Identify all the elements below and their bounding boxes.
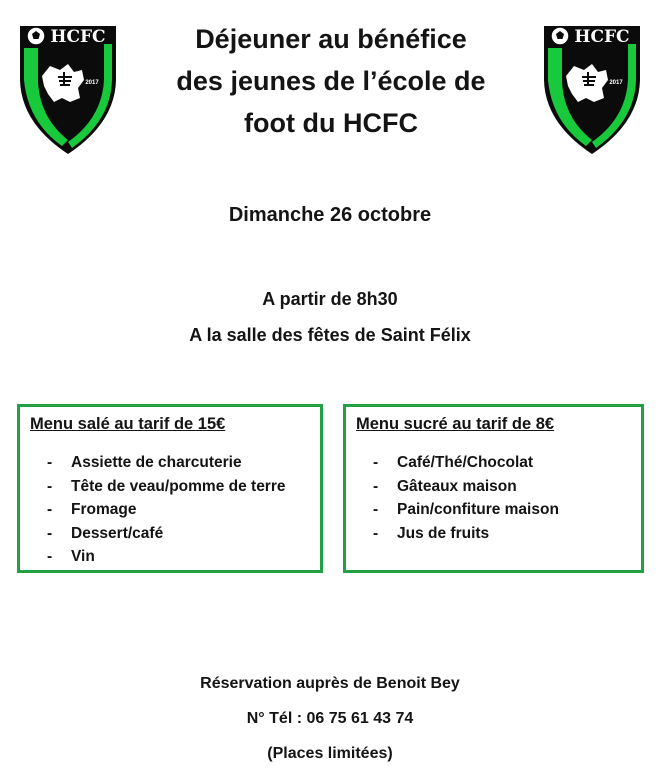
menu-item: - Dessert/café	[47, 522, 286, 546]
title-line-1: Déjeuner au bénéfice	[195, 24, 467, 54]
title-line-2: des jeunes de l’école de	[176, 66, 486, 96]
crest-year: 2017	[85, 80, 99, 86]
event-date: Dimanche 26 octobre	[228, 204, 432, 226]
club-crest-left	[16, 18, 120, 158]
menu-item: - Gâteaux maison	[373, 475, 559, 499]
menu-item: - Vin	[47, 545, 286, 569]
menu-item: - Assiette de charcuterie	[47, 451, 286, 475]
menu-item: - Tête de veau/pomme de terre	[47, 475, 286, 499]
page-title	[140, 18, 522, 144]
limited-seats-note: (Places limitées)	[267, 745, 393, 762]
menu-item: - Fromage	[47, 498, 286, 522]
menu-sale-box	[17, 404, 323, 573]
menu-item: - Pain/confiture maison	[373, 498, 559, 522]
title-line-3: foot du HCFC	[244, 108, 418, 138]
menu-sale-title: Menu salé au tarif de 15€	[30, 415, 226, 433]
event-place: A la salle des fêtes de Saint Félix	[189, 325, 471, 345]
reservation-contact: Réservation auprès de Benoit Bey	[200, 675, 460, 692]
crest-letters: HCFC	[50, 27, 106, 47]
crest-shield-icon	[540, 18, 644, 158]
phone-number: N° Tél : 06 75 61 43 74	[246, 710, 414, 727]
menu-sucre-box	[343, 404, 644, 573]
menu-sucre-title: Menu sucré au tarif de 8€	[356, 415, 555, 433]
crest-shield-icon	[16, 18, 120, 158]
club-crest-right	[540, 18, 644, 158]
crest-letters: HCFC	[574, 27, 630, 47]
event-time: A partir de 8h30	[262, 289, 398, 309]
menu-item: - Jus de fruits	[373, 522, 559, 546]
menu-item: - Café/Thé/Chocolat	[373, 451, 559, 475]
crest-year: 2017	[609, 80, 623, 86]
menu-sale-list	[47, 451, 286, 569]
menu-sucre-list	[373, 451, 559, 545]
